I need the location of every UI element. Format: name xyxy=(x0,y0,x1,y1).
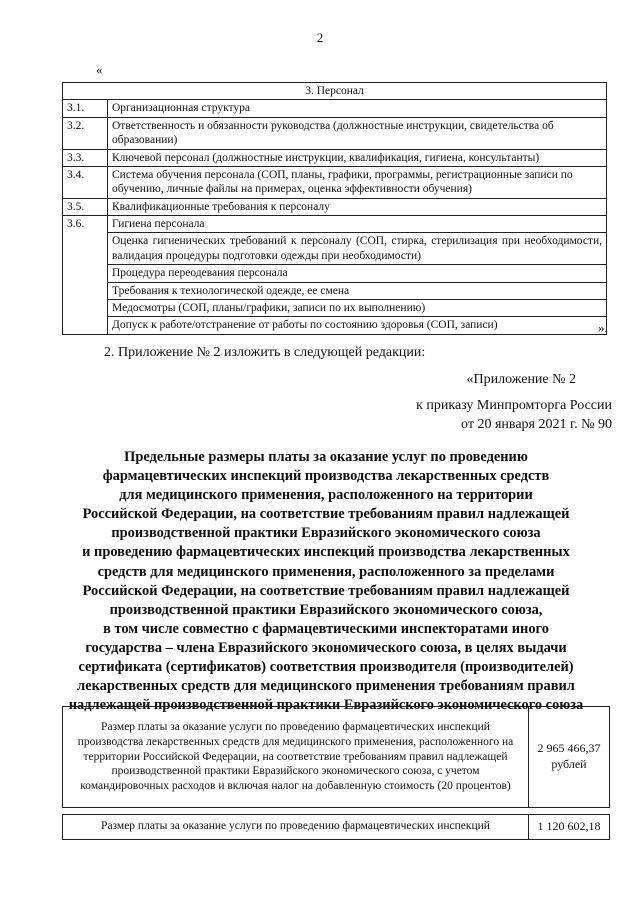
title-line: фармацевтических инспекций производства лекарственных средств xyxy=(102,468,550,485)
fee-row xyxy=(63,815,610,840)
title-line: средств для медицинского применения, расположенного за пределами xyxy=(97,563,555,580)
table-row xyxy=(63,198,607,215)
row-number: 3.1. xyxy=(63,100,108,117)
fee-amount-cell xyxy=(529,707,610,808)
table-row xyxy=(63,166,607,198)
row-number: 3.6. xyxy=(63,216,108,335)
table-subrow xyxy=(63,233,607,265)
fee-description: Размер платы за оказание услуги по проведению фармацевтических инспекций xyxy=(63,815,529,840)
title-line: производственной практики Евразийского экономического союза xyxy=(111,525,541,542)
title-line: надлежащей производственной практики Евразийского экономического союза xyxy=(68,697,584,714)
row-text: Система обучения персонала (СОП, планы, графики, программы, регистрационные записи по обучению, личные файлы на примерах, оценка эффективности обучения) xyxy=(108,166,607,198)
row-text: Ответственность и обязанности руководства (должностные инструкции, свидетельства об образовании) xyxy=(108,117,607,149)
document-title xyxy=(40,448,612,715)
title-line: Российской Федерации, на соответствие требованиям правил надлежащей xyxy=(82,582,570,599)
fee-amount-cell xyxy=(529,815,610,840)
table-row xyxy=(63,100,607,117)
fee-row-gap xyxy=(63,808,610,815)
title-line: Российской Федерации, на соответствие требованиям правил надлежащей xyxy=(82,506,570,523)
row-number: 3.5. xyxy=(63,198,108,215)
subrow-text: Требования к технологической одежде, ее смена xyxy=(108,282,607,299)
row-text: Организационная структура xyxy=(108,100,607,117)
row-number: 3.3. xyxy=(63,149,108,166)
fee-row xyxy=(63,707,610,808)
subrow-text: Процедура переодевания персонала xyxy=(108,265,607,282)
subrow-text: Допуск к работе/отстранение от работы по состоянию здоровья (СОП, записи) xyxy=(108,317,607,334)
page-number: 2 xyxy=(316,30,324,45)
title-line: сертификата (сертификатов) соответствия производителя (производителей) xyxy=(78,659,574,676)
table-subrow xyxy=(63,265,607,282)
personnel-table xyxy=(62,82,607,335)
title-line: лекарственных средств для медицинского применения требованиям правил xyxy=(77,678,575,695)
row-number: 3.2. xyxy=(63,117,108,149)
row-text: Гигиена персонала xyxy=(108,216,607,233)
closing-quote: ». xyxy=(598,320,608,335)
fee-amount: 2 965 466,37 xyxy=(537,741,601,756)
appendix-order: к приказу Минпромторга России xyxy=(416,398,612,413)
title-line: и проведению фармацевтических инспекций производства лекарственных xyxy=(82,544,570,561)
fee-amount: 1 120 602,18 xyxy=(537,819,601,833)
table-row xyxy=(63,117,607,149)
table-subrow xyxy=(63,282,607,299)
subrow-text: Медосмотры (СОП, планы/графики, записи по их выполнению) xyxy=(108,299,607,316)
amendment-item-2: 2. Приложение № 2 изложить в следующей редакции: xyxy=(104,345,426,360)
table-subrow xyxy=(63,299,607,316)
table-row xyxy=(63,149,607,166)
personnel-table-caption: 3. Персонал xyxy=(63,83,607,100)
fees-table xyxy=(62,706,610,840)
row-text: Ключевой персонал (должностные инструкции, квалификация, гигиена, консультанты) xyxy=(108,149,607,166)
title-line: Предельные размеры платы за оказание услуг по проведению xyxy=(124,449,528,465)
row-number: 3.4. xyxy=(63,166,108,198)
table-row xyxy=(63,216,607,233)
appendix-heading: «Приложение № 2 xyxy=(466,372,576,387)
title-line: государства – члена Евразийского экономического союза, в целях выдачи xyxy=(85,639,567,656)
title-line: производственной практики Евразийского экономического союза, xyxy=(109,601,543,618)
row-text: Квалификационные требования к персоналу xyxy=(108,198,607,215)
subrow-text: Оценка гигиенических требований к персоналу (СОП, стирка, стерилизация при необходимости, валидация процедуры подготовки одежды при необходимости) xyxy=(108,233,607,265)
opening-quote: « xyxy=(96,62,103,77)
fee-description: Размер платы за оказание услуги по проведению фармацевтических инспекций производства лекарственных средств для медицинского применения, расположенного на территории Российской Федерации, на соответствие требованиям правил надлежащей производственной практики Евразийского экономического союза, с учетом командировочных расходов и включая налог на добавленную стоимость (20 процентов) xyxy=(63,707,529,808)
title-line: для медицинского применения, расположенного на территории xyxy=(119,487,533,504)
appendix-date: от 20 января 2021 г. № 90 xyxy=(461,417,612,432)
fee-unit: рублей xyxy=(551,757,587,771)
title-line: в том числе совместно с фармацевтическими инспекторатами иного xyxy=(103,620,549,637)
table-subrow xyxy=(63,317,607,334)
